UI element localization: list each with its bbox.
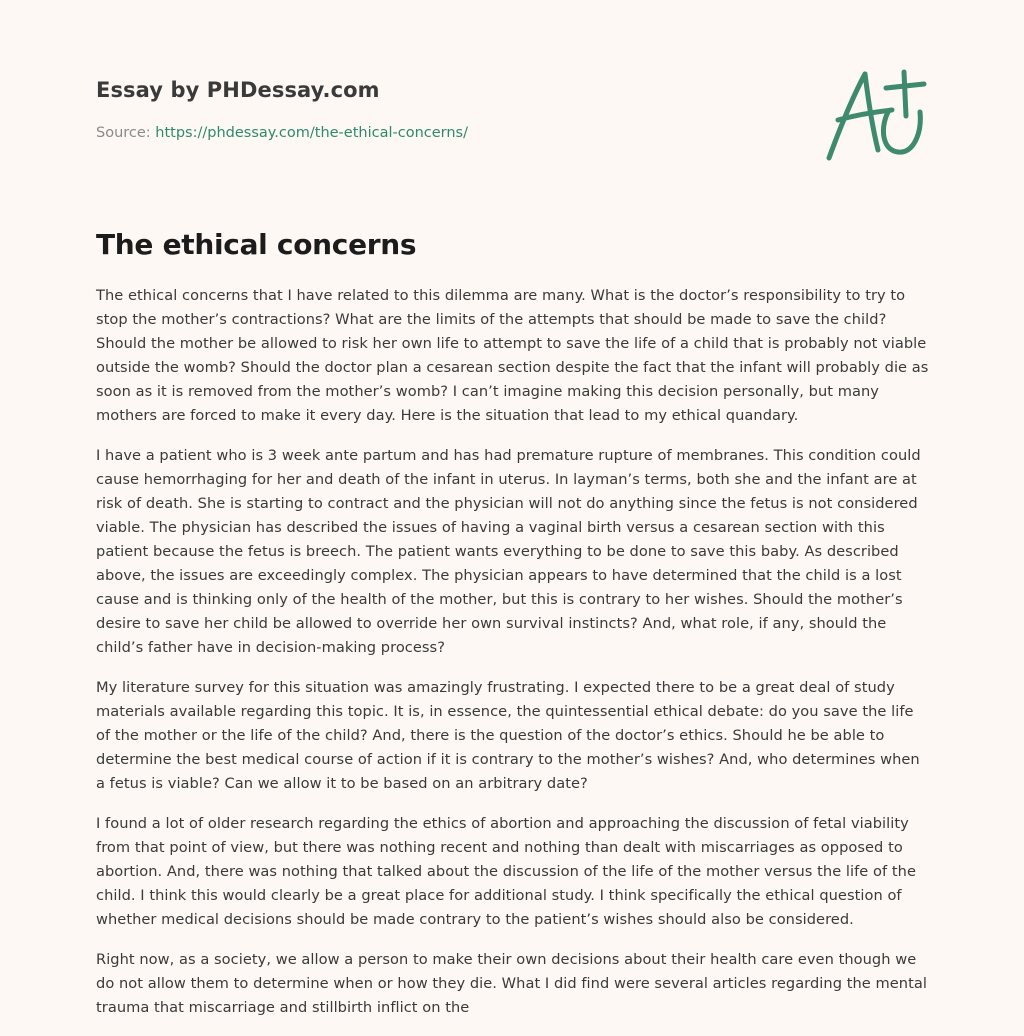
essay-title: The ethical concerns	[96, 228, 417, 261]
essay-paragraph: I found a lot of older research regarding the ethics of abortion and approaching the discussion of fetal viability from that point of view, but there was nothing recent and nothing than dealt with miscarriages as opposed to abortion. And, there was nothing that talked about the discussion of the life of the mother versus the life of the child. I think this would clearly be a great place for additional study. I think specifically the ethical question of whether medical decisions should be made contrary to the patient’s wishes should also be considered.	[96, 815, 916, 928]
essay-paragraph: Right now, as a society, we allow a person to make their own decisions about their health care even though we do not allow them to determine when or how they die. What I did find were several articles regarding the mental trauma that miscarriage and stillbirth inflict on the	[96, 951, 927, 1016]
essay-paragraph: I have a patient who is 3 week ante partum and has had premature rupture of membranes. This condition could cause hemorrhaging for her and death of the infant in uterus. In layman’s terms, both she and the infant are at risk of death. She is starting to contract and the physician will not do anything since the fetus is not considered viable. The physician has described the issues of having a vaginal birth versus a cesarean section with this patient because the fetus is breech. The patient wants everything to be done to save this baby. As described above, the issues are exceedingly complex. The physician appears to have determined that the child is a lost cause and is thinking only of the health of the mother, but this is contrary to her wishes. Should the mother’s desire to save her child be allowed to override her own survival instincts? And, what role, if any, should the child’s father have in decision-making process?	[96, 447, 921, 656]
essay-header	[96, 76, 796, 143]
essay-paragraph: My literature survey for this situation was amazingly frustrating. I expected there to be a great deal of study materials available regarding this topic. It is, in essence, the quintessential ethical debate: do you save the life of the mother or the life of the child? And, there is the question of the doctor’s ethics. Should he be able to determine the best medical course of action if it is contrary to the mother’s wishes? And, who determines when a fetus is viable? Can we allow it to be based on an arbitrary date?	[96, 679, 920, 792]
a-plus-grade-icon	[822, 68, 928, 164]
brand-title: Essay by PHDessay.com	[96, 78, 380, 102]
source-link[interactable]: https://phdessay.com/the-ethical-concerns/	[155, 125, 468, 141]
essay-paragraph: The ethical concerns that I have related to this dilemma are many. What is the doctor’s responsibility to try to stop the mother’s contractions? What are the limits of the attempts that should be made to save the child? Should the mother be allowed to risk her own life to attempt to save the life of a child that is probably not viable outside the womb? Should the doctor plan a cesarean section despite the fact that the infant will probably die as soon as it is removed from the mother’s womb? I can’t imagine making this decision personally, but many mothers are forced to make it every day. Here is the situation that lead to my ethical quandary.	[96, 287, 929, 424]
source-label: Source:	[96, 125, 156, 141]
source-line	[96, 123, 796, 143]
essay-body	[96, 284, 932, 1036]
